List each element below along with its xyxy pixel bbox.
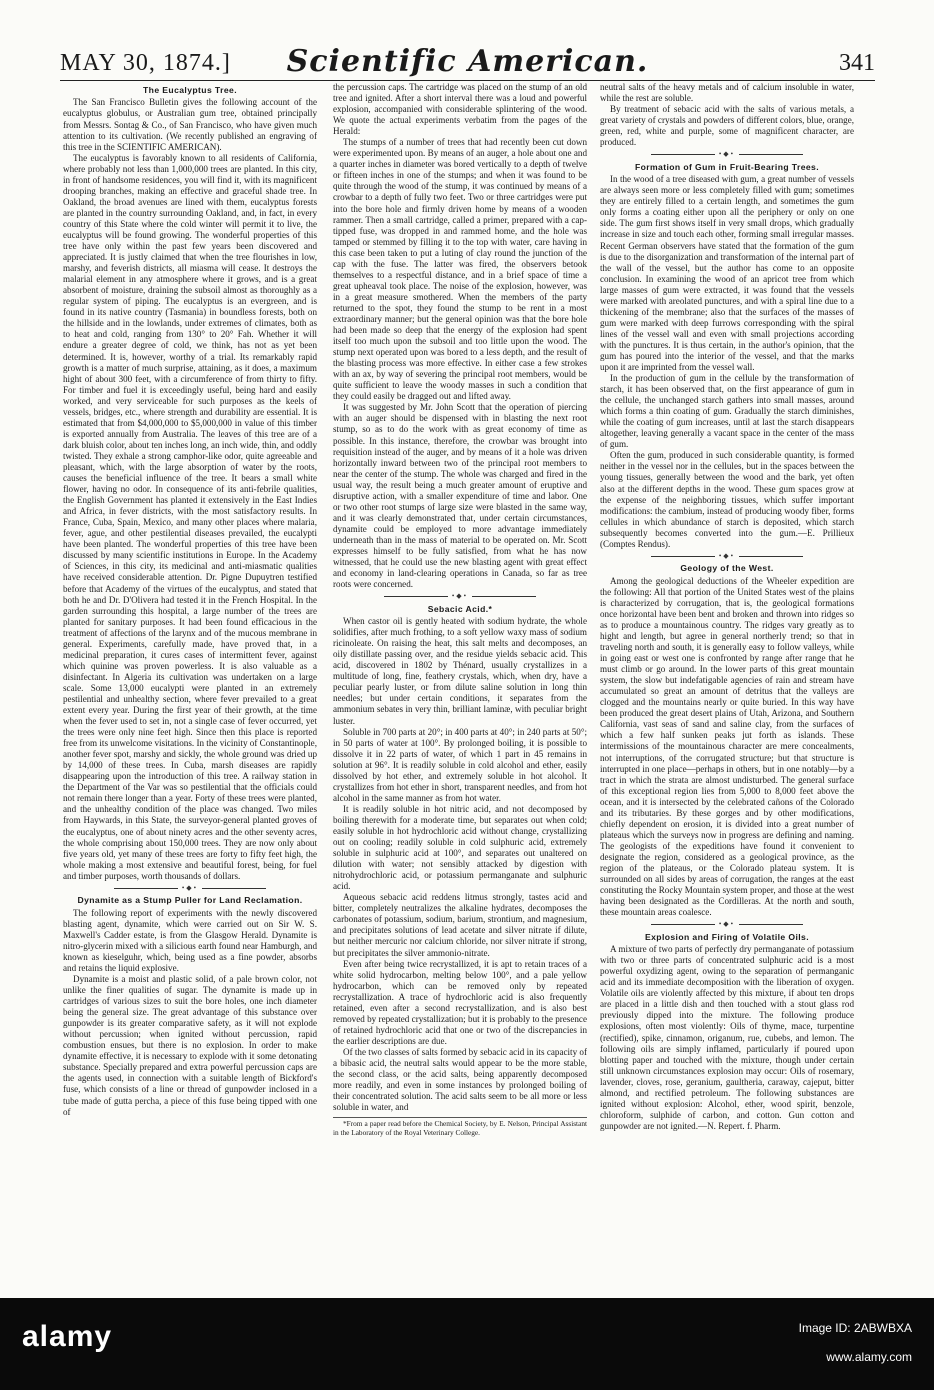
article-title-sebacic-acid: Sebacic Acid.*	[427, 603, 493, 614]
paragraph: By treatment of sebacic acid with the salts of various metals, a great variety of crystals and powders of different colors, blue, orange, green, red, white and purple, some of magnificent character, are produced.	[600, 104, 854, 148]
paragraph: When castor oil is gently heated with sodium hydrate, the whole solidifies, after much frothing, to a soft yellow waxy mass of sodium ricinoleate. On raising the heat, this salt melts and decomposes, an oily distillate passing over, and the residue yields sebacic acid. This acid, discovered in 1802 by Thénard, usually crystallizes in a multitude of long, fine, feathery crystals, which, when dry, have a peculiar pearly luster, or from dilute saline solution in long thin needles; but under certain conditions, it separates from the ammonium sebates in very thin, brilliant laminæ, with peculiar bright luster.	[333, 616, 587, 726]
column-3	[600, 82, 854, 1290]
page-header	[60, 44, 875, 84]
article-title-dynamite: Dynamite as a Stump Puller for Land Reclamation.	[77, 895, 303, 906]
section-separator: •◆•	[600, 552, 854, 561]
paragraph: The San Francisco Bulletin gives the following account of the eucalyptus globulus, or Australian gum tree, obtained principally from Messrs. Sontag & Co., of San Francisco, who have given much attention to its cultivation. (We recently published an engraving of this tree in the SCIENTIFIC AMERICAN).	[63, 97, 317, 152]
paragraph: Of the two classes of salts formed by sebacic acid in its capacity of a bibasic acid, the neutral salts would appear to be the more stable, the second class, or the acid salts, being apparently decomposed more readily, and even in some instances by prolonged boiling of their concentrated solution. The acid salts seem to be all more or less soluble in water, and	[333, 1046, 587, 1113]
section-separator: •◆•	[600, 150, 854, 159]
stock-photo-bar	[0, 1298, 934, 1390]
paragraph: Even after being twice recrystallized, it is apt to retain traces of a white solid hydrocarbon, melting below 100°, and a pale yellow hydrocarbon, which can be removed only by repeated recrystallization. A trace of hydrochloric acid is also frequently retained, even after a second recrystallization, and is also best removed by repeated crystallization; but it is probably to the presence of retained hydrochloric acid that one or two of the discrepancies in the earlier descriptions are due.	[333, 958, 587, 1046]
footnote: *From a paper read before the Chemical Society, by E. Nelson, Principal Assistant in the Laboratory of the Royal Veterinary College.	[333, 1119, 587, 1138]
paragraph: The following report of experiments with the newly discovered blasting agent, dynamite, which were carried out on Sir W. S. Maxwell's Cadder estate, is from the Glasgow Herald. Dynamite is nitro-glycerin mixed with a silicious earth found near Hamburgh, and known as kieselguhr, which, being used as a fine powder, absorbs and retains the liquid explosive.	[63, 907, 317, 973]
section-separator: •◆•	[333, 592, 587, 601]
paragraph: It is readily soluble in hot nitric acid, and not decomposed by boiling therewith for a moderate time, but separates out when cold; easily soluble in hot hydrochloric acid without change, crystallizing out on cooling; readily soluble in cold sulphuric acid, extremely soluble in sulphuric acid at 100°, and separates out unaltered on dilution with water; not sensibly attacked by digestion with nitrohydrochloric acid, or potassium permanganate and sulphuric acid.	[333, 803, 587, 892]
alamy-logo: alamy	[22, 1320, 113, 1353]
issue-date: MAY 30, 1874.]	[60, 50, 231, 76]
image-id: Image ID: 2ABWBXA	[798, 1321, 912, 1335]
masthead: Scientific American.	[286, 44, 649, 79]
paragraph: the percussion caps. The cartridge was placed on the stump of an old tree and ignited. After a short interval there was a loud and powerful explosion, accompanied with considerable splintering of the wood. We quote the actual experiments verbatim from the pages of the Herald:	[333, 82, 587, 137]
article-title-volatile-oils: Explosion and Firing of Volatile Oils.	[644, 931, 809, 942]
paragraph: It was suggested by Mr. John Scott that the operation of piercing with an auger should be dispensed with in blasting the next root stump, so as to do the work with as great economy of time as possible. In this instance, therefore, the crowbar was brought into requisition instead of the auger, and by means of it a hole was driven horizontally inward between two of the principal root members to near the center of the stump. The whole was charged and fired in the usual way, the result being a much greater amount of eruptive and disruptive action, with a smaller expenditure of time and labor. One or two other root stumps of large size were blasted in the same way, and it was clearly demonstrated that, under certain circumstances, dynamite could be employed to more advantage immediately underneath than in the mass of material to be operated on. Mr. Scott expresses himself to be fully satisfied, from what he has now witnessed, that he could use the new blasting agent with great effect and economy in land-clearing operations in Canada, so far as tree roots were concerned.	[333, 402, 587, 590]
paragraph: neutral salts of the heavy metals and of calcium insoluble in water, while the rest are soluble.	[600, 82, 854, 104]
header-rule	[60, 80, 875, 81]
paragraph: Often the gum, produced in such considerable quantity, is formed neither in the vessel nor in the cellules, but in the spaces between the young tissues, generally between the wood and the bark, yet often also at the different depths in the wood. These gum spaces grow at the expense of the neighboring tissues, which suffer important modifications: the cambium, instead of producing woody fiber, forms cellules in which abundance of starch is deposited, which starch subsequently becomes converted into the gum.—E. Prillieux (Comptes Rendus).	[600, 450, 854, 549]
paragraph: Soluble in 700 parts at 20°; in 400 parts at 40°; in 240 parts at 50°; in 50 parts of water at 100°. By prolonged boiling, it is possible to dissolve it in 22 parts of water, of which 1 part in 45 remains in solution at 96°. It is readily soluble in cold alcohol and ether, easily dissolved by hot ether, and extremely soluble in hot alcohol. It crystallizes from hot ether in short, transparent needles, and from hot alcohol in the same manner as from hot water.	[333, 726, 587, 803]
paragraph: The stumps of a number of trees that had recently been cut down were experimented upon. By means of an auger, a hole about one and a quarter inches in diameter was bored vertically to a depth of twelve or fifteen inches in one of the stumps; and when it was found to be quite through the wood of the stump, it was continued by means of a crowbar to a depth of fully two feet. Two or three cartridges were put into the bore hole and firmly driven home by means of a wooden rammer. Then a small cartridge, called a primer, prepared with a cap-tipped fuse, was dropped in and rammed home, and the hole was tamped or stemmed by filling it to the top with water, care having in this case been taken to put a luting of clay round the junction of the cap with the fuse. The latter was fired, the observers betook themselves to a respectful distance, and in a brief space of time a great upheaval took place. The noise of the explosion, however, was in a great measure smothered. When the members of the party returned to the spot, they found the stump to be rent in a most extraordinary manner; but the general opinion was that the bore hole had been made so deep that the energy of the explosion had spent itself too much upon the subsoil and too little upon the wood. The stump next operated upon was bored to a less depth, and the result of the blasting process was more effective. In either case a few strokes with an ax, by way of severing the principal root members, would be quite sufficient to leave the woody masses in such a condition that they could easily be dragged out and lifted away.	[333, 137, 587, 402]
paragraph: Dynamite is a moist and plastic solid, of a pale brown color, not unlike the finer qualities of sugar. The dynamite is made up in cartridges of various sizes to suit the bore holes, one inch diameter being the general size. The great advantage of this substance over gunpowder is its greater comparative safety, as it will not explode without percussion; when ignited without percussion, rapid combustion ensues, but there is no explosion. In order to make dynamite effective, it is necessary to explode with it some detonating substance. Specially prepared and extra powerful percussion caps are the agents used, in connection with a suitable length of Bickford's fuse, which consists of a line or thread of gunpowder inclosed in a tube made of gutta percha, a piece of this fuse being tipped with one of	[63, 973, 317, 1117]
column-2	[333, 82, 587, 1290]
paragraph: The eucalyptus is favorably known to all residents of California, where probably not less than 1,000,000 trees are planted. In this city, in front of handsome residences, you will find it, with its magnificent drooping branches, making an effective and graceful shade tree. In Oakland, the broad avenues are lined with them, eucalyptus forests are planted in the country surrounding Oakland, and, in fact, in every country of this State where the cold winter will permit it to live, the eucalyptus will be found growing. The wonderful properties of this tree have only within the past few years been discovered and appreciated. It is justly claimed that when the tree flourishes in low, marshy, and feverish districts, all miasma will cease. It destroys the malarial element in any atmosphere where it grows, and is a great absorbent of moisture, draining the subsoil almost as thoroughly as a regular system of piping. The eucalyptus is an evergreen, and is found in its native country (Tasmania) in boundless forests, both on the hillside and in the lowlands, under extremes of climates, both as to heat and cold, ranging from 130° to 20° Fah. Whether it will endure a greater degree of cold, we think, has not as yet been determined. It is, however, worthy of a trial. Its remarkably rapid growth is a matter of much surprise, attaining, as it does, a maximum hight of about 300 feet, with a circumference of from thirty to fifty. For timber and fuel it is exceedingly useful, being hard and easily worked, and very serviceable for such purposes as the keels of vessels, bridges, etc., where strength and durability are essential. It is estimated that from $4,000,000 to $5,000,000 in value of this timber is exported annually from Australia. The leaves of this tree are of a dark bluish color, about ten inches long, an inch wide, thin, and oddly twisted. They exhale a strong camphor-like odor, quite agreeable and pleasant, which, with the large absorption of water by the roots, causes the beneficial influence of the tree. It bears a small white flower, having no odor. In consequence of its anti-febrile qualities, the English Government has planted it extensively in the East Indies and Africa, in fever districts, with the most satisfactory results. In France, Cuba, Spain, Mexico, and many other places where malaria, fever, ague, and other pestilential diseases prevailed, the eucalypti have been planted. The wonderful properties of this tree have been discussed by many scientific institutions in Europe. In the Academy of Sciences, in this city, its medicinal and anti-miasmatic qualities have received considerable attention. Dr. Pigne Dupuytren testified before that Academy of the virtues of the eucalyptus, and stated that both he and Dr. D'Olivera had tested it in the French Hospital. In the garden surrounding this hospital, a large number of the trees are planted for sanitary purposes. It had been found efficacious in the treatment of affections of the larynx and of the mucous membrane in general. Experiments, carefully made, have proved that, in a medicinal preparation, it cures cases of intermittent fever, against which quinine was proven powerless. It is also valuable as a disinfectant. In Algeria its cultivation was undertaken on a large scale. Some 13,000 eucalypti were planted in an extremely pestilential and unhealthy section, where fever prevailed to a great extent every year. During the first year of their growth, at the time when the fever used to set in, not a single case of fever occurred, yet the trees were only nine feet high. Since then this place is reported free from its unwelcome visitations. In the vicinity of Constantinople, another fever spot, marshy and sickly, the whole ground was dried up by 14,000 of these trees. In Cuba, marsh diseases are rapidly disappearing upon the introduction of this tree. A railway station in the Department of the Var was so pestilential that the officials could not remain there longer than a year. Forty of these trees were planted, and the unhealthy condition of the place was changed. Two miles from Haywards, in this State, the surveyor-general planted groves of the eucalyptus, one of about ninety acres and the other seventy acres, the whole comprising about 150,000 trees. They are now only about five years old, yet many of these trees are forty to fifty feet high, the whole making a most extensive and beautiful forest, being, for fuel and timber purposes, worth thousands of dollars.	[63, 152, 317, 881]
section-separator: •◆•	[63, 884, 317, 893]
section-separator: •◆•	[600, 920, 854, 929]
page-number: 341	[839, 50, 875, 76]
paragraph: In the production of gum in the cellule by the transformation of starch, it has been observed that, on the first appearance of gum in the cellule, the unchanged starch gathers into small masses, around which forms a thin coating of gum. Gradually the starch diminishes, while the coating of gum increases, until at last the starch disappears altogether, leaving generally a vacant space in the center of the mass of gum.	[600, 373, 854, 450]
paragraph: Aqueous sebacic acid reddens litmus strongly, tastes acid and bitter, completely neutralizes the alkaline hydrates, decomposes the carbonates of potassium, sodium, barium, strontium, and magnesium, and precipitates solutions of lead acetate and silver nitrate if dilute, but neither mercuric nor calcium chloride, nor silver nitrate if strong, but precipitates the silver ammonio-nitrate.	[333, 892, 587, 958]
paragraph: Among the geological deductions of the Wheeler expedition are the following: All that portion of the United States west of the plains is characterized by corrugation, that is, the geological formations once horizontal have been bent and broken and thrown into ridges so as to produce a mountainous country. The ridges vary greatly as to hight and length, but agree in general northerly trend; so that in traveling north and south, it is generally easy to follow valleys, while in going east or west one is confronted by range after range that he must climb or go around. In the lower parts of this great mountain system, the slow but indefatigable agencies of rain and stream have accumulated so great an amount of detritus that the valleys are clogged and the mountains nearly or quite buried. In this way have been produced the great desert plains of Utah, Arizona, and Southern California, vast seas of sand and saline clay, from the surfaces of which a few half sunken peaks jut forth as islands. These intermissions of the mountainous character are mere concealments, not interruptions, of the corrugated structure; but that structure is interrupted in one place—perhaps in others, but in one notably—by a tract in which the strata are almost undisturbed. The general surface of this exceptional region lies from 5,000 to 8,000 feet above the ocean, and it is intersected by the celebrated cañons of the Colorado and its tributaries. By these gorges and by other modifications, chiefly dependent on erosion, it is divided into a great number of plateaus which the surveys now in progress are defining and naming. The geologists of the expeditions have found it convenient to designate the region, considered as a geological province, as the region of the plateaus, or the Colorado plateau system. It is surrounded on all sides by areas of corrugation, the ranges at the east constituting the Rocky Mountain system proper, and those at the west having been designated as the Cordilleras. At the north and south, these mountain areas coalesce.	[600, 575, 854, 918]
article-title-geology-west: Geology of the West.	[680, 563, 774, 574]
article-title-eucalyptus: The Eucalyptus Tree.	[143, 85, 237, 95]
paragraph: A mixture of two parts of perfectly dry permanganate of potassium with two or three parts of concentrated sulphuric acid is a most powerful oxydizing agent, owing to the separation of permanganic acid and its immediate decomposition with the liberation of oxygen. Volatile oils are violently affected by this mixture, if about ten drops are placed in a little dish and then touched with a stout glass rod previously dipped into the mixture. The following produce explosions, often most violently: Oils of thyme, mace, turpentine (rectified), spike, cinnamon, origanum, rue, cubebs, and lemon. The following oils are simply inflamed, particularly if poured upon blotting paper and touched with the mixture, though under certain still unknown circumstances explosion may occur: Oils of rosemary, lavender, cloves, rose, geranium, gaultheria, caraway, cajeput, bitter almond, and rectified petroleum. The following substances are ignited without explosion: Alcohol, ether, wood spirit, benzole, chloroform, sulphide of carbon, and cotton. Gun cotton and gunpowder are not ignited.—N. Repert. f. Pharm.	[600, 944, 854, 1131]
paragraph: In the wood of a tree diseased with gum, a great number of vessels are always seen more or less completely filled with gum; sometimes they are entirely filled to a certain length, and sometimes the gum only forms a coating either upon all the periphery or only on one side. The gum first shows itself in very small drops, which gradually increase in size and touch each other, forming small irregular masses. Recent German observers have stated that the formation of the gum is due to the disorganization and transformation of the internal part of the wall of the vessel, but the author has come to an opposite conclusion. In examining the wood of an apricot tree from which large masses of gum were extracted, it was found that the vessels were marked with areolated punctures, and with a spiral line due to a thickening of the membrane; also that the surfaces of the masses of gum were marked with deep furrows corresponding with the spiral lines of the vessel wall and even with small projections according with the punctures. It is thus certain, in the author's opinion, that the gum has poured into the interior of the vessel, and that the marks upon it are imprinted from the vessel wall.	[600, 174, 854, 373]
stock-url: www.alamy.com	[826, 1350, 912, 1364]
column-1	[63, 82, 317, 1290]
article-title-gum-formation: Formation of Gum in Fruit-Bearing Trees.	[634, 161, 820, 172]
